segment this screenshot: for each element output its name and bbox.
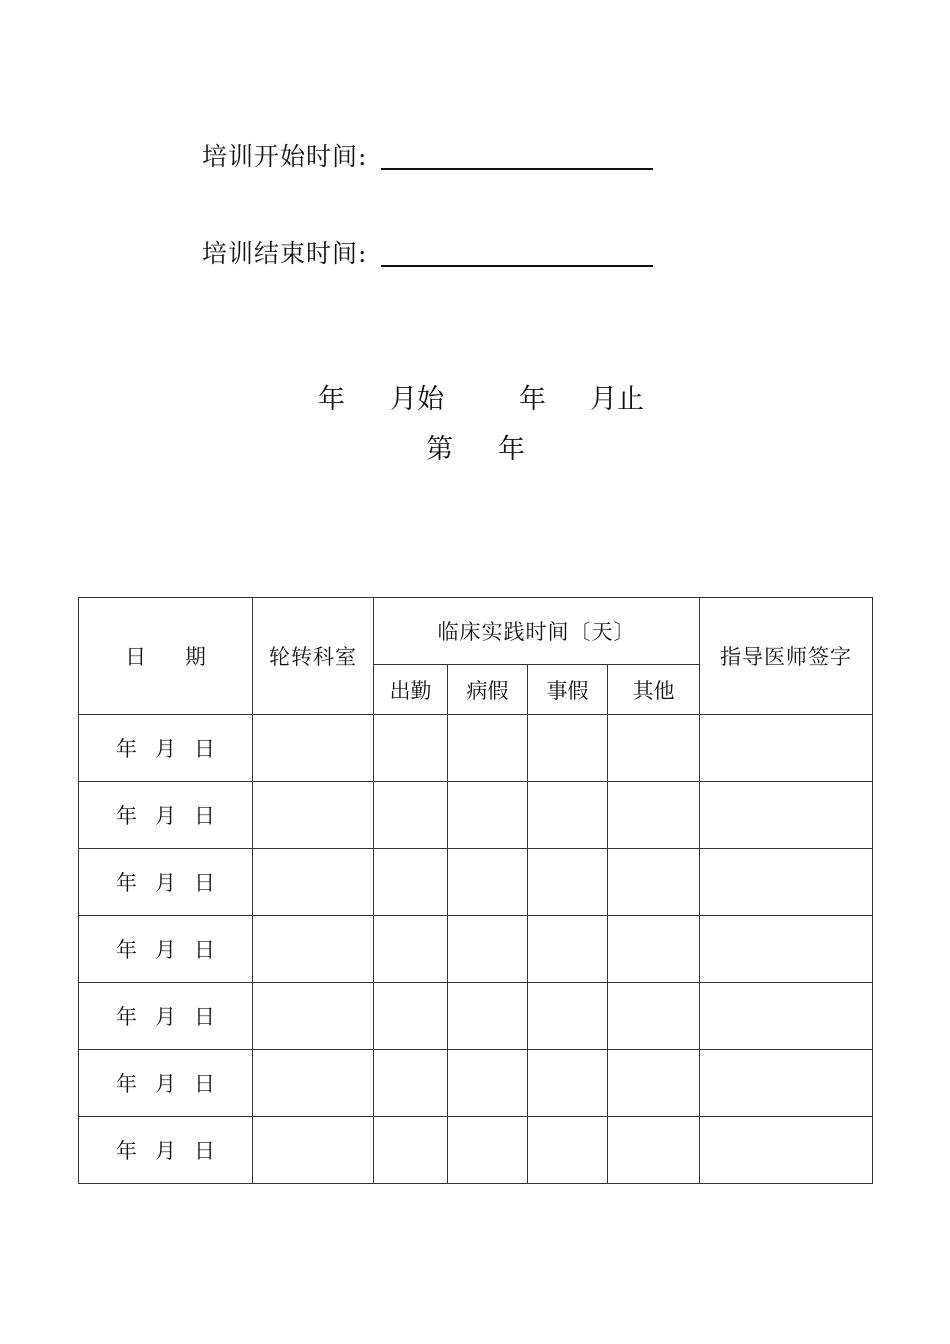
attendance-cell[interactable] <box>374 782 448 849</box>
other-cell[interactable] <box>608 715 700 782</box>
table-row <box>79 849 873 916</box>
training-start-field <box>202 132 653 172</box>
training-start-input-line[interactable] <box>381 142 653 170</box>
attendance-cell[interactable] <box>374 1117 448 1184</box>
period-ordinal-year <box>0 430 950 470</box>
training-end-label: 培训结束时间: <box>202 239 368 268</box>
other-cell[interactable] <box>608 849 700 916</box>
header-department: 轮转科室 <box>253 598 374 715</box>
sick-leave-cell[interactable] <box>448 715 528 782</box>
signature-cell[interactable] <box>700 782 873 849</box>
header-personal-leave: 事假 <box>528 665 608 715</box>
header-attendance: 出勤 <box>374 665 448 715</box>
personal-leave-cell[interactable] <box>528 916 608 983</box>
date-cell[interactable]: 年 月 日 <box>79 916 253 983</box>
date-cell[interactable]: 年 月 日 <box>79 983 253 1050</box>
attendance-cell[interactable] <box>374 983 448 1050</box>
table-row <box>79 983 873 1050</box>
header-date: 日 期 <box>79 598 253 715</box>
period-month-end: 月止 <box>590 384 644 415</box>
department-cell[interactable] <box>253 715 374 782</box>
sick-leave-cell[interactable] <box>448 782 528 849</box>
attendance-cell[interactable] <box>374 1050 448 1117</box>
period-month-start: 月始 <box>390 384 444 415</box>
table-row <box>79 715 873 782</box>
period-year-start: 年 <box>318 384 345 415</box>
department-cell[interactable] <box>253 1117 374 1184</box>
header-clinical-time: 临床实践时间〔天〕 <box>374 598 700 665</box>
header-other: 其他 <box>608 665 700 715</box>
other-cell[interactable] <box>608 983 700 1050</box>
table-row <box>79 782 873 849</box>
personal-leave-cell[interactable] <box>528 983 608 1050</box>
sick-leave-cell[interactable] <box>448 983 528 1050</box>
date-cell[interactable]: 年 月 日 <box>79 782 253 849</box>
sick-leave-cell[interactable] <box>448 1117 528 1184</box>
department-cell[interactable] <box>253 1050 374 1117</box>
training-start-label: 培训开始时间: <box>202 142 368 171</box>
sick-leave-cell[interactable] <box>448 849 528 916</box>
personal-leave-cell[interactable] <box>528 1050 608 1117</box>
personal-leave-cell[interactable] <box>528 715 608 782</box>
signature-cell[interactable] <box>700 983 873 1050</box>
signature-cell[interactable] <box>700 1117 873 1184</box>
department-cell[interactable] <box>253 849 374 916</box>
header-supervisor-signature: 指导医师签字 <box>700 598 873 715</box>
date-cell[interactable]: 年 月 日 <box>79 1050 253 1117</box>
other-cell[interactable] <box>608 1117 700 1184</box>
other-cell[interactable] <box>608 1050 700 1117</box>
ordinal-year: 年 <box>498 434 525 465</box>
department-cell[interactable] <box>253 916 374 983</box>
date-cell[interactable]: 年 月 日 <box>79 1117 253 1184</box>
header-sick-leave: 病假 <box>448 665 528 715</box>
signature-cell[interactable] <box>700 715 873 782</box>
attendance-cell[interactable] <box>374 715 448 782</box>
attendance-cell[interactable] <box>374 849 448 916</box>
signature-cell[interactable] <box>700 1050 873 1117</box>
period-range <box>0 380 950 420</box>
attendance-cell[interactable] <box>374 916 448 983</box>
period-year-end: 年 <box>519 384 546 415</box>
ordinal-prefix: 第 <box>426 434 453 465</box>
sick-leave-cell[interactable] <box>448 916 528 983</box>
department-cell[interactable] <box>253 983 374 1050</box>
personal-leave-cell[interactable] <box>528 1117 608 1184</box>
attendance-table <box>78 597 873 1184</box>
table-row <box>79 916 873 983</box>
training-end-field <box>202 229 653 269</box>
other-cell[interactable] <box>608 916 700 983</box>
personal-leave-cell[interactable] <box>528 782 608 849</box>
table-row <box>79 1050 873 1117</box>
training-end-input-line[interactable] <box>381 239 653 267</box>
signature-cell[interactable] <box>700 916 873 983</box>
date-cell[interactable]: 年 月 日 <box>79 849 253 916</box>
date-cell[interactable]: 年 月 日 <box>79 715 253 782</box>
table-row <box>79 1117 873 1184</box>
sick-leave-cell[interactable] <box>448 1050 528 1117</box>
department-cell[interactable] <box>253 782 374 849</box>
other-cell[interactable] <box>608 782 700 849</box>
signature-cell[interactable] <box>700 849 873 916</box>
personal-leave-cell[interactable] <box>528 849 608 916</box>
